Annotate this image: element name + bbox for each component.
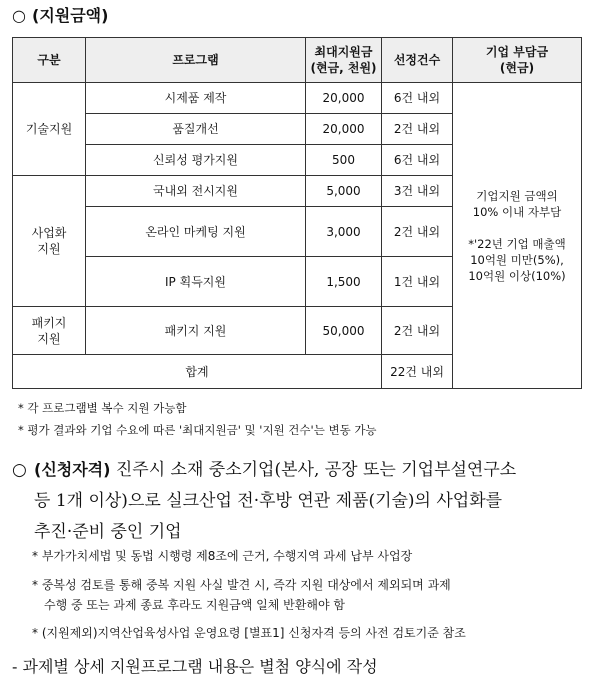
eligibility-section [12,454,584,548]
program-cell: 신뢰성 평가지원 [86,145,306,176]
eligibility-line3: 추진·준비 중인 기업 [34,522,182,542]
group-biz [13,176,86,307]
amount-cell: 50,000 [306,307,382,355]
funding-table [12,37,582,389]
circle-bullet-icon: ○ [12,460,27,480]
funding-section-title [12,3,108,26]
count-cell: 6건 내외 [382,83,453,114]
funding-title-text: (지원금액) [32,6,109,25]
amount-cell: 20,000 [306,114,382,145]
burden-note-line3: *'22년 기업 매출액 [468,236,566,251]
burden-note-line2: 10% 이내 자부담 [472,204,562,219]
header-burden [453,38,582,83]
count-cell: 6건 내외 [382,145,453,176]
eligibility-note: * (지원제외)지역산업육성사업 운영요령 [별표1] 신청자격 등의 사전 검토기준 참조 [32,626,466,640]
group-biz-line2: 지원 [37,242,61,256]
count-cell: 2건 내외 [382,307,453,355]
footnote: * 평가 결과와 기업 수요에 따른 '최대지원금' 및 '지원 건수'는 변동 가능 [18,423,377,437]
eligibility-line2: 등 1개 이상)으로 실크산업 전·후방 연관 제품(기술)의 사업화를 [34,491,503,511]
count-cell: 2건 내외 [382,114,453,145]
header-max-amount-line1: 최대지원금 [314,45,373,59]
header-program: 프로그램 [86,38,306,83]
header-burden-line1: 기업 부담금 [485,45,549,59]
total-label: 합계 [13,355,382,389]
burden-note-line5: 10억원 이상(10%) [468,268,566,283]
header-burden-line2: (현금) [499,61,535,75]
group-tech-label: 기술지원 [25,122,73,136]
program-cell: IP 획득지원 [86,257,306,307]
eligibility-text-1: 진주시 소재 중소기업(본사, 공장 또는 기업부설연구소 [110,460,517,480]
count-cell: 3건 내외 [382,176,453,207]
group-pkg-line2: 지원 [37,331,61,346]
count-cell: 2건 내외 [382,207,453,257]
eligibility-label: (신청자격) [34,460,111,479]
circle-bullet-icon: ○ [12,6,26,25]
header-max-amount [306,38,382,83]
amount-cell: 3,000 [306,207,382,257]
amount-cell: 5,000 [306,176,382,207]
burden-note [453,83,582,389]
program-cell: 시제품 제작 [86,83,306,114]
table-row [13,83,582,114]
program-cell: 패키지 지원 [86,307,306,355]
footnote: * 각 프로그램별 복수 지원 가능함 [18,401,187,415]
total-count: 22건 내외 [382,355,453,389]
group-pkg [13,307,86,355]
burden-note-line4: 10억원 미만(5%), [470,252,564,267]
program-cell: 온라인 마케팅 지원 [86,207,306,257]
header-category: 구분 [13,38,86,83]
group-biz-line1: 사업화 [31,226,67,240]
amount-cell: 500 [306,145,382,176]
header-max-amount-line2: (현금, 천원) [310,61,377,75]
amount-cell: 20,000 [306,83,382,114]
program-cell: 국내외 전시지원 [86,176,306,207]
count-cell: 1건 내외 [382,257,453,307]
group-tech [13,83,86,176]
program-cell: 품질개선 [86,114,306,145]
closing-note: - 과제별 상세 지원프로그램 내용은 별첨 양식에 작성 [12,657,378,676]
group-pkg-line1: 패키지 [31,315,67,330]
table-header-row [13,38,582,83]
amount-cell: 1,500 [306,257,382,307]
eligibility-note: * 부가가치세법 및 동법 시행령 제8조에 근거, 수행지역 과세 납부 사업장 [32,549,413,563]
eligibility-note: * 중복성 검토를 통해 중복 지원 사실 발견 시, 즉각 지원 대상에서 제외되며 과제 [32,578,451,592]
eligibility-line1 [12,454,584,486]
header-count: 선정건수 [382,38,453,83]
burden-note-line1: 기업지원 금액의 [476,188,558,203]
eligibility-note: 수행 중 또는 과제 종료 후라도 지원금액 일체 반환해야 함 [44,598,345,612]
